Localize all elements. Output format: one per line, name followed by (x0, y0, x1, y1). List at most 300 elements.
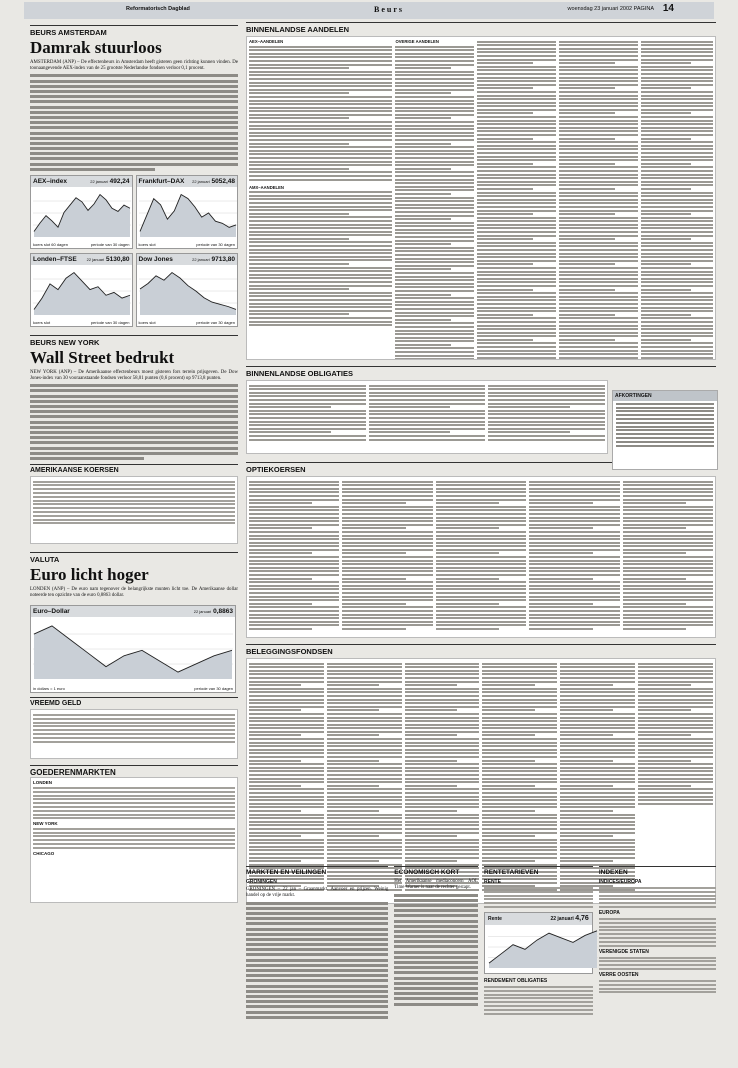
table-row (249, 399, 366, 401)
table-row (395, 222, 474, 224)
table-row (559, 332, 638, 334)
table-row (559, 181, 638, 183)
table-row (482, 727, 557, 729)
table-row (560, 814, 635, 816)
table-row (342, 624, 432, 626)
table-row (482, 717, 557, 719)
table-row (342, 513, 432, 515)
table-row (249, 89, 392, 91)
table-row (249, 788, 324, 790)
table-row (405, 853, 480, 855)
table-row (641, 44, 713, 46)
chart-title: AEX–index (33, 177, 67, 185)
table-row (641, 332, 713, 334)
table-row (249, 132, 392, 134)
table-row (477, 66, 556, 68)
table-row (477, 51, 556, 53)
table-row (641, 335, 713, 337)
table-row (249, 506, 339, 508)
table-row (369, 399, 486, 401)
table-row (559, 51, 638, 53)
table-row (559, 210, 638, 212)
table-row (560, 857, 635, 859)
optiekoersen-table (246, 476, 716, 638)
valuta-lead: LONDEN (ANP) – De euro nam tegenover de belangrijkste munten licht toe. De Amerikaanse dollar noteerde ten opzichte van de euro 0,8863 dollar. (30, 586, 238, 598)
table-row (641, 339, 691, 341)
table-row (342, 495, 432, 497)
table-row (559, 44, 638, 46)
table-row (249, 542, 339, 544)
paper-name: Reformatorisch Dagblad (126, 6, 190, 12)
table-row (395, 207, 474, 209)
table-row (482, 688, 557, 690)
table-row (327, 720, 402, 722)
table-row (638, 695, 713, 697)
table-row (436, 570, 526, 572)
table-row (529, 484, 619, 486)
table-row (249, 588, 339, 590)
table-row (405, 799, 480, 801)
table-row (436, 588, 526, 590)
table-row (559, 321, 638, 323)
table-row (249, 828, 324, 830)
table-row (327, 731, 402, 733)
table-row (560, 763, 635, 765)
table-row (482, 724, 557, 726)
table-row (529, 624, 619, 626)
table-row (327, 767, 402, 769)
table-row (560, 691, 635, 693)
table-row (638, 709, 690, 711)
table-row (249, 749, 324, 751)
table-row (477, 328, 556, 330)
table-row (477, 127, 556, 129)
table-row (560, 781, 635, 783)
table-row (327, 709, 379, 711)
table-row (641, 231, 713, 233)
table-row (405, 742, 480, 744)
table-row (559, 314, 614, 316)
page-number: 14 (662, 3, 674, 14)
table-row (327, 670, 402, 672)
table-row (249, 860, 301, 862)
table-row (395, 168, 450, 170)
table-row (560, 742, 635, 744)
table-row (249, 213, 349, 215)
table-row (436, 509, 526, 511)
table-row (249, 252, 392, 254)
afkortingen-box (612, 390, 718, 470)
table-row (249, 585, 339, 587)
table-row (249, 538, 339, 540)
table-row (436, 574, 526, 576)
table-row (249, 74, 392, 76)
table-row (395, 146, 474, 148)
table-row (529, 552, 592, 554)
table-row (560, 774, 635, 776)
table-row (529, 513, 619, 515)
table-row (249, 270, 392, 272)
table-row (249, 388, 366, 390)
table-row (249, 227, 392, 229)
table-row (641, 217, 713, 219)
table-row (249, 202, 392, 204)
table-row (369, 428, 486, 430)
table-row (641, 127, 713, 129)
table-row (249, 810, 301, 812)
binnenlandse-aandelen-title: BINNENLANDSE AANDELEN (246, 22, 716, 34)
table-row (405, 788, 480, 790)
table-row (638, 742, 713, 744)
table-row (529, 506, 619, 508)
table-row (395, 286, 474, 288)
table-row (641, 84, 713, 86)
chart-value: 5130,80 (106, 255, 130, 263)
table-row (559, 217, 638, 219)
table-row (395, 110, 474, 112)
table-row (641, 274, 713, 276)
table-row (436, 502, 499, 504)
table-row (477, 278, 556, 280)
table-row (369, 439, 486, 441)
table-row (405, 835, 457, 837)
table-row (641, 48, 713, 50)
table-row (638, 756, 713, 758)
table-row (436, 624, 526, 626)
table-row (249, 114, 392, 116)
table-row (395, 157, 474, 159)
table-row (327, 717, 402, 719)
table-row (342, 502, 405, 504)
table-row (529, 481, 619, 483)
table-row (641, 95, 713, 97)
table-row (638, 781, 713, 783)
table-row (249, 717, 324, 719)
table-row (560, 839, 635, 841)
table-row (342, 556, 432, 558)
table-row (405, 817, 480, 819)
table-row (477, 357, 556, 359)
economisch-kort (394, 866, 478, 1021)
table-row (249, 560, 339, 562)
goederen-title: GOEDERENMARKTEN (30, 765, 238, 777)
table-row (395, 164, 474, 166)
table-row (529, 495, 619, 497)
table-row (482, 731, 557, 733)
table-row (477, 177, 556, 179)
table-row (477, 231, 556, 233)
table-row (342, 617, 432, 619)
table-row (623, 527, 686, 529)
table-row (342, 578, 405, 580)
table-row (395, 92, 450, 94)
table-row (249, 306, 392, 308)
table-row (249, 720, 324, 722)
table-row (560, 663, 635, 665)
table-row (249, 150, 392, 152)
table-row (249, 688, 324, 690)
table-row (395, 355, 474, 357)
table-row (249, 756, 324, 758)
table-row (249, 406, 331, 408)
table-row (436, 524, 526, 526)
table-row (405, 724, 480, 726)
table-row (477, 249, 556, 251)
table-row (249, 734, 301, 736)
table-row (482, 803, 557, 805)
table-row (560, 799, 635, 801)
table-row (327, 803, 402, 805)
table-row (529, 614, 619, 616)
overige-aandelen-title: OVERIGE AANDELEN (395, 39, 439, 44)
table-row (477, 112, 532, 114)
table-row (559, 325, 638, 327)
beleggingsfondsen-title: BELEGGINGSFONDSEN (246, 644, 716, 656)
table-row (477, 281, 556, 283)
table-row (477, 206, 556, 208)
table-row (529, 524, 619, 526)
table-row (249, 277, 392, 279)
table-row (405, 792, 480, 794)
table-row (249, 303, 392, 305)
table-row (369, 410, 486, 412)
table-row (249, 295, 392, 297)
table-row (559, 102, 638, 104)
table-row (405, 713, 480, 715)
table-row (249, 628, 312, 630)
table-row (249, 103, 392, 105)
table-row (477, 195, 556, 197)
table-row (249, 245, 392, 247)
table-row (249, 581, 339, 583)
table-row (327, 778, 402, 780)
table-row (477, 73, 556, 75)
table-row (249, 842, 324, 844)
table-row (641, 281, 713, 283)
table-row (249, 574, 339, 576)
table-row (249, 713, 324, 715)
table-row (638, 663, 713, 665)
table-row (529, 531, 619, 533)
economisch-title: ECONOMISCH KORT (394, 866, 478, 876)
table-row (638, 803, 713, 805)
table-row (249, 509, 339, 511)
table-row (623, 481, 713, 483)
table-row (482, 695, 557, 697)
table-row (529, 621, 619, 623)
table-row (249, 727, 324, 729)
table-row (559, 267, 638, 269)
table-row (369, 435, 486, 437)
table-row (249, 814, 324, 816)
table-row (327, 842, 402, 844)
table-row (477, 123, 556, 125)
table-row (641, 227, 713, 229)
table-row (249, 135, 392, 137)
table-row (395, 89, 474, 91)
table-row (249, 702, 324, 704)
table-row (405, 760, 457, 762)
table-row (405, 738, 480, 740)
table-row (638, 713, 713, 715)
table-row (249, 670, 324, 672)
page-header (24, 2, 714, 19)
table-row (405, 670, 480, 672)
table-row (482, 681, 557, 683)
table-row (342, 596, 432, 598)
table-row (559, 253, 638, 255)
table-row (342, 549, 432, 551)
table-row (327, 849, 402, 851)
table-row (395, 347, 474, 349)
table-row (488, 421, 605, 423)
table-row (638, 684, 690, 686)
table-row (327, 691, 402, 693)
table-row (641, 188, 691, 190)
table-row (641, 184, 713, 186)
table-row (249, 745, 324, 747)
table-row (529, 545, 619, 547)
table-row (477, 271, 556, 273)
table-row (327, 792, 402, 794)
table-row (342, 552, 405, 554)
chart-value: 5052,48 (211, 177, 235, 185)
table-row (327, 742, 402, 744)
table-row (249, 392, 366, 394)
table-row (249, 799, 324, 801)
table-row (249, 552, 312, 554)
table-row (559, 278, 638, 280)
table-row (560, 792, 635, 794)
table-row (482, 835, 534, 837)
table-row (405, 828, 480, 830)
table-row (623, 495, 713, 497)
table-row (477, 339, 532, 341)
table-row (488, 439, 605, 441)
table-row (638, 670, 713, 672)
table-row (641, 102, 713, 104)
table-row (638, 681, 713, 683)
table-row (641, 116, 713, 118)
table-row (342, 621, 432, 623)
table-row (436, 491, 526, 493)
table-row (395, 161, 474, 163)
table-row (249, 839, 324, 841)
table-row (395, 322, 474, 324)
table-row (405, 821, 480, 823)
table-row (488, 385, 605, 387)
table-row (559, 109, 638, 111)
table-row (327, 706, 402, 708)
table-row (641, 346, 713, 348)
table-row (342, 574, 432, 576)
table-row (477, 346, 556, 348)
table-row (477, 188, 532, 190)
table-row (623, 549, 713, 551)
table-row (405, 749, 480, 751)
table-row (395, 46, 474, 48)
economisch-text: Het Amerikaanse mediaconcern AOL Time Warner is naar de rechter gestapt. (394, 879, 478, 891)
table-row (641, 263, 691, 265)
table-row (559, 299, 638, 301)
table-row (249, 395, 366, 397)
table-row (395, 121, 474, 123)
table-row (477, 307, 556, 309)
rente-chart: Rente 22 januari 4,76 (484, 912, 593, 974)
table-row (477, 141, 556, 143)
table-row (559, 84, 638, 86)
table-row (327, 810, 379, 812)
table-row (395, 78, 474, 80)
table-row (477, 256, 556, 258)
table-row (342, 524, 432, 526)
table-row (342, 581, 432, 583)
table-row (249, 67, 349, 69)
goederen-sub-newyork: NEW YORK (33, 821, 58, 827)
afkortingen-title: AFKORTINGEN (613, 391, 717, 401)
table-row (249, 767, 324, 769)
table-row (249, 570, 339, 572)
table-row (559, 98, 638, 100)
table-row (405, 814, 480, 816)
obligaties-table (246, 380, 608, 454)
vreemd-geld-title: VREEMD GELD (30, 697, 238, 707)
table-row (477, 192, 556, 194)
table-row (559, 202, 638, 204)
table-row (623, 552, 686, 554)
table-row (405, 691, 480, 693)
table-row (395, 344, 450, 346)
table-row (327, 774, 402, 776)
table-row (559, 342, 638, 344)
table-row (405, 709, 457, 711)
table-row (395, 268, 450, 270)
table-row (641, 69, 713, 71)
table-row (623, 499, 713, 501)
table-row (395, 82, 474, 84)
table-row (529, 499, 619, 501)
table-row (559, 192, 638, 194)
table-row (560, 706, 635, 708)
table-row (638, 799, 713, 801)
table-row (559, 69, 638, 71)
table-row (327, 770, 402, 772)
table-row (249, 92, 349, 94)
table-row (395, 279, 474, 281)
table-row (395, 139, 474, 141)
rentetarieven (484, 866, 593, 1021)
table-row (395, 197, 474, 199)
table-row (559, 127, 638, 129)
table-row (559, 174, 638, 176)
table-row (249, 324, 392, 326)
table-row (249, 292, 392, 294)
table-row (641, 245, 713, 247)
table-row (249, 274, 392, 276)
table-row (529, 520, 619, 522)
table-row (395, 301, 474, 303)
table-row (488, 413, 605, 415)
table-row (327, 688, 402, 690)
table-row (559, 120, 638, 122)
table-row (342, 610, 432, 612)
table-row (623, 624, 713, 626)
table-row (249, 803, 324, 805)
table-row (436, 527, 499, 529)
table-row (641, 317, 713, 319)
table-row (559, 112, 614, 114)
table-row (342, 603, 405, 605)
